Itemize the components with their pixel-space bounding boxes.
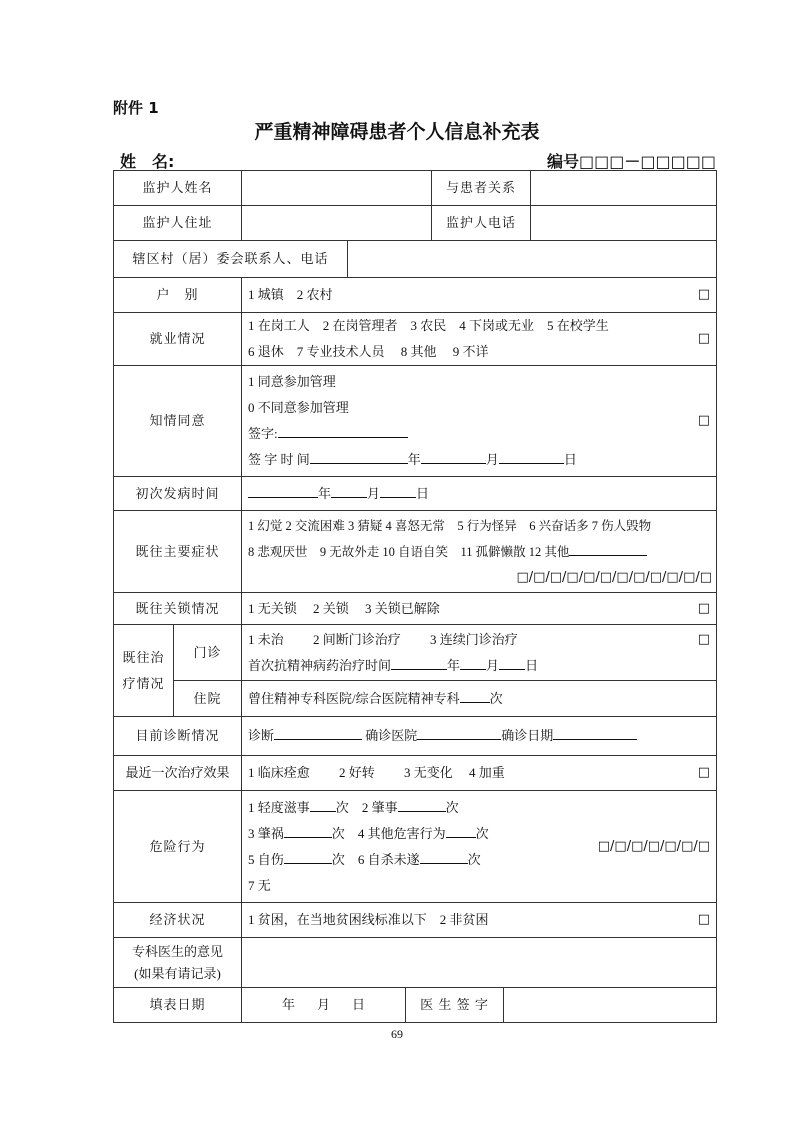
doctor-opinion-input[interactable]	[242, 938, 717, 988]
treatment-label: 既往治疗情况	[114, 625, 174, 717]
inpatient-label: 住院	[174, 681, 242, 717]
outpatient-options: 1 未治 2 间断门诊治疗 3 连续门诊治疗	[248, 631, 518, 647]
first-med-year-input[interactable]	[391, 655, 447, 670]
lock-label: 既往关锁情况	[114, 593, 242, 625]
first-med-day-input[interactable]	[499, 655, 525, 670]
guardian-address-label: 监护人住址	[114, 206, 242, 241]
risk-checkboxes[interactable]: □/□/□/□/□/□/□	[597, 838, 711, 854]
village-contact-input[interactable]	[348, 241, 717, 278]
date-label: 确诊日期	[501, 728, 554, 743]
consent-label: 知情同意	[114, 366, 242, 477]
day-label: 日	[525, 657, 539, 673]
lock-checkbox[interactable]: □	[697, 600, 711, 616]
effect-options: 1 临床痊愈 2 好转 3 无变化 4 加重	[248, 765, 505, 780]
year-label: 年	[281, 997, 295, 1012]
risk-item: 5 自伤	[248, 851, 284, 867]
risk-6-input[interactable]	[420, 849, 468, 864]
hospital-label: 确诊医院	[365, 728, 418, 743]
diagnosis-text-label: 诊断	[248, 728, 275, 743]
times-label: 次	[331, 825, 345, 841]
household-label: 户 别	[114, 278, 242, 313]
effect-label: 最近一次治疗效果	[114, 756, 242, 791]
lock-options: 1 无关锁 2 关锁 3 关锁已解除	[248, 600, 440, 616]
risk-item: 1 轻度滋事	[248, 799, 310, 815]
month-label: 月	[486, 657, 500, 673]
sign-year-input[interactable]	[310, 449, 408, 464]
guardian-name-label: 监护人姓名	[114, 171, 242, 206]
symptoms-options-2: 8 悲观厌世 9 无故外走 10 自语自笑 11 孤僻懒散 12 其他	[248, 544, 570, 559]
doctor-opinion-label: 专科医生的意见	[132, 943, 224, 959]
times-label: 次	[445, 799, 459, 815]
risk-item: 6 自杀未遂	[357, 851, 420, 867]
consent-option-1: 1 同意参加管理	[248, 374, 336, 389]
form-title: 严重精神障碍患者个人信息补充表	[254, 121, 540, 143]
times-label: 次	[331, 851, 345, 867]
risk-2-input[interactable]	[398, 797, 446, 812]
risk-4-input[interactable]	[446, 823, 476, 838]
diagnosis-input[interactable]	[274, 725, 362, 740]
date-input[interactable]	[553, 725, 637, 740]
employment-options-1: 1 在岗工人 2 在岗管理者 3 农民 4 下岗或无业 5 在校学生	[248, 318, 609, 333]
guardian-name-input[interactable]	[242, 171, 432, 206]
guardian-phone-input[interactable]	[531, 206, 717, 241]
hospital-input[interactable]	[417, 725, 501, 740]
outpatient-label: 门诊	[174, 625, 242, 681]
year-label: 年	[447, 657, 461, 673]
household-options: 1 城镇 2 农村	[248, 287, 333, 302]
onset-day-input[interactable]	[380, 483, 416, 498]
first-medication-label: 首次抗精神病药治疗时间	[248, 657, 392, 673]
employment-checkbox[interactable]: □	[697, 331, 711, 346]
doctor-sign-input[interactable]	[504, 988, 716, 1022]
risk-1-input[interactable]	[310, 797, 336, 812]
month-label: 月	[317, 997, 331, 1012]
month-label: 月	[485, 452, 499, 467]
effect-checkbox[interactable]: □	[697, 765, 711, 780]
economy-options: 1 贫困，在当地贫困线标准以下 2 非贫困	[248, 912, 489, 927]
employment-label: 就业情况	[114, 313, 242, 366]
risk-item: 3 肇祸	[248, 825, 284, 841]
onset-year-input[interactable]	[248, 483, 318, 498]
household-checkbox[interactable]: □	[697, 287, 711, 302]
risk-item: 4 其他危害行为	[357, 825, 446, 841]
month-label: 月	[367, 485, 381, 501]
doctor-sign-label: 医 生 签 字	[406, 988, 504, 1022]
risk-item: 7 无	[248, 877, 271, 893]
symptoms-checkboxes[interactable]: □/□/□/□/□/□/□/□/□/□/□/□	[516, 569, 713, 585]
risk-item: 2 肇事	[361, 799, 398, 815]
info-table	[113, 170, 717, 1023]
employment-options-2: 6 退休 7 专业技术人员 8 其他 9 不详	[248, 344, 489, 359]
risk-label: 危险行为	[114, 791, 242, 903]
year-label: 年	[407, 452, 421, 467]
year-label: 年	[318, 485, 332, 501]
risk-5-input[interactable]	[284, 849, 332, 864]
attachment-label: 附件 1	[113, 99, 159, 117]
relation-input[interactable]	[531, 171, 717, 206]
page-number: 69	[391, 1027, 403, 1041]
risk-3-input[interactable]	[284, 823, 332, 838]
guardian-phone-label: 监护人电话	[432, 206, 531, 241]
day-label: 日	[352, 997, 366, 1012]
day-label: 日	[563, 452, 577, 467]
fill-date-label: 填表日期	[114, 988, 242, 1023]
consent-option-0: 0 不同意参加管理	[248, 400, 349, 415]
times-label: 次	[467, 851, 481, 867]
village-contact-label: 辖区村（居）委会联系人、电话	[114, 241, 348, 278]
relation-label: 与患者关系	[432, 171, 531, 206]
economy-checkbox[interactable]: □	[697, 912, 711, 927]
sign-time-label: 签 字 时 间	[248, 452, 310, 467]
first-med-month-input[interactable]	[460, 655, 486, 670]
onset-month-input[interactable]	[331, 483, 367, 498]
times-label: 次	[475, 825, 489, 841]
inpatient-times-input[interactable]	[460, 688, 490, 703]
sign-day-input[interactable]	[499, 449, 564, 464]
guardian-address-input[interactable]	[242, 206, 432, 241]
symptoms-options-1: 1 幻觉 2 交流困难 3 猜疑 4 喜怒无常 5 行为怪异 6 兴奋话多 7 伤人毁物	[248, 518, 652, 533]
economy-label: 经济状况	[114, 903, 242, 938]
onset-label: 初次发病时间	[114, 477, 242, 511]
times-label: 次	[335, 799, 349, 815]
doctor-opinion-note: (如果有请记录)	[134, 965, 221, 981]
symptoms-other-input[interactable]	[569, 541, 647, 556]
symptoms-label: 既往主要症状	[114, 511, 242, 593]
consent-checkbox[interactable]: □	[697, 413, 711, 428]
diagnosis-label: 目前诊断情况	[114, 717, 242, 756]
patient-name-label: 姓 名:	[120, 152, 175, 171]
times-label: 次	[489, 690, 503, 706]
sign-month-input[interactable]	[421, 449, 486, 464]
fill-date-input[interactable]	[242, 988, 406, 1022]
day-label: 日	[416, 485, 430, 501]
sign-label: 签字:	[248, 426, 278, 441]
outpatient-checkbox[interactable]: □	[697, 631, 711, 647]
code-field[interactable]: 编号□□□－□□□□□	[547, 152, 716, 171]
sign-input[interactable]	[278, 423, 408, 438]
inpatient-text: 曾住精神专科医院/综合医院精神专科	[248, 690, 460, 706]
